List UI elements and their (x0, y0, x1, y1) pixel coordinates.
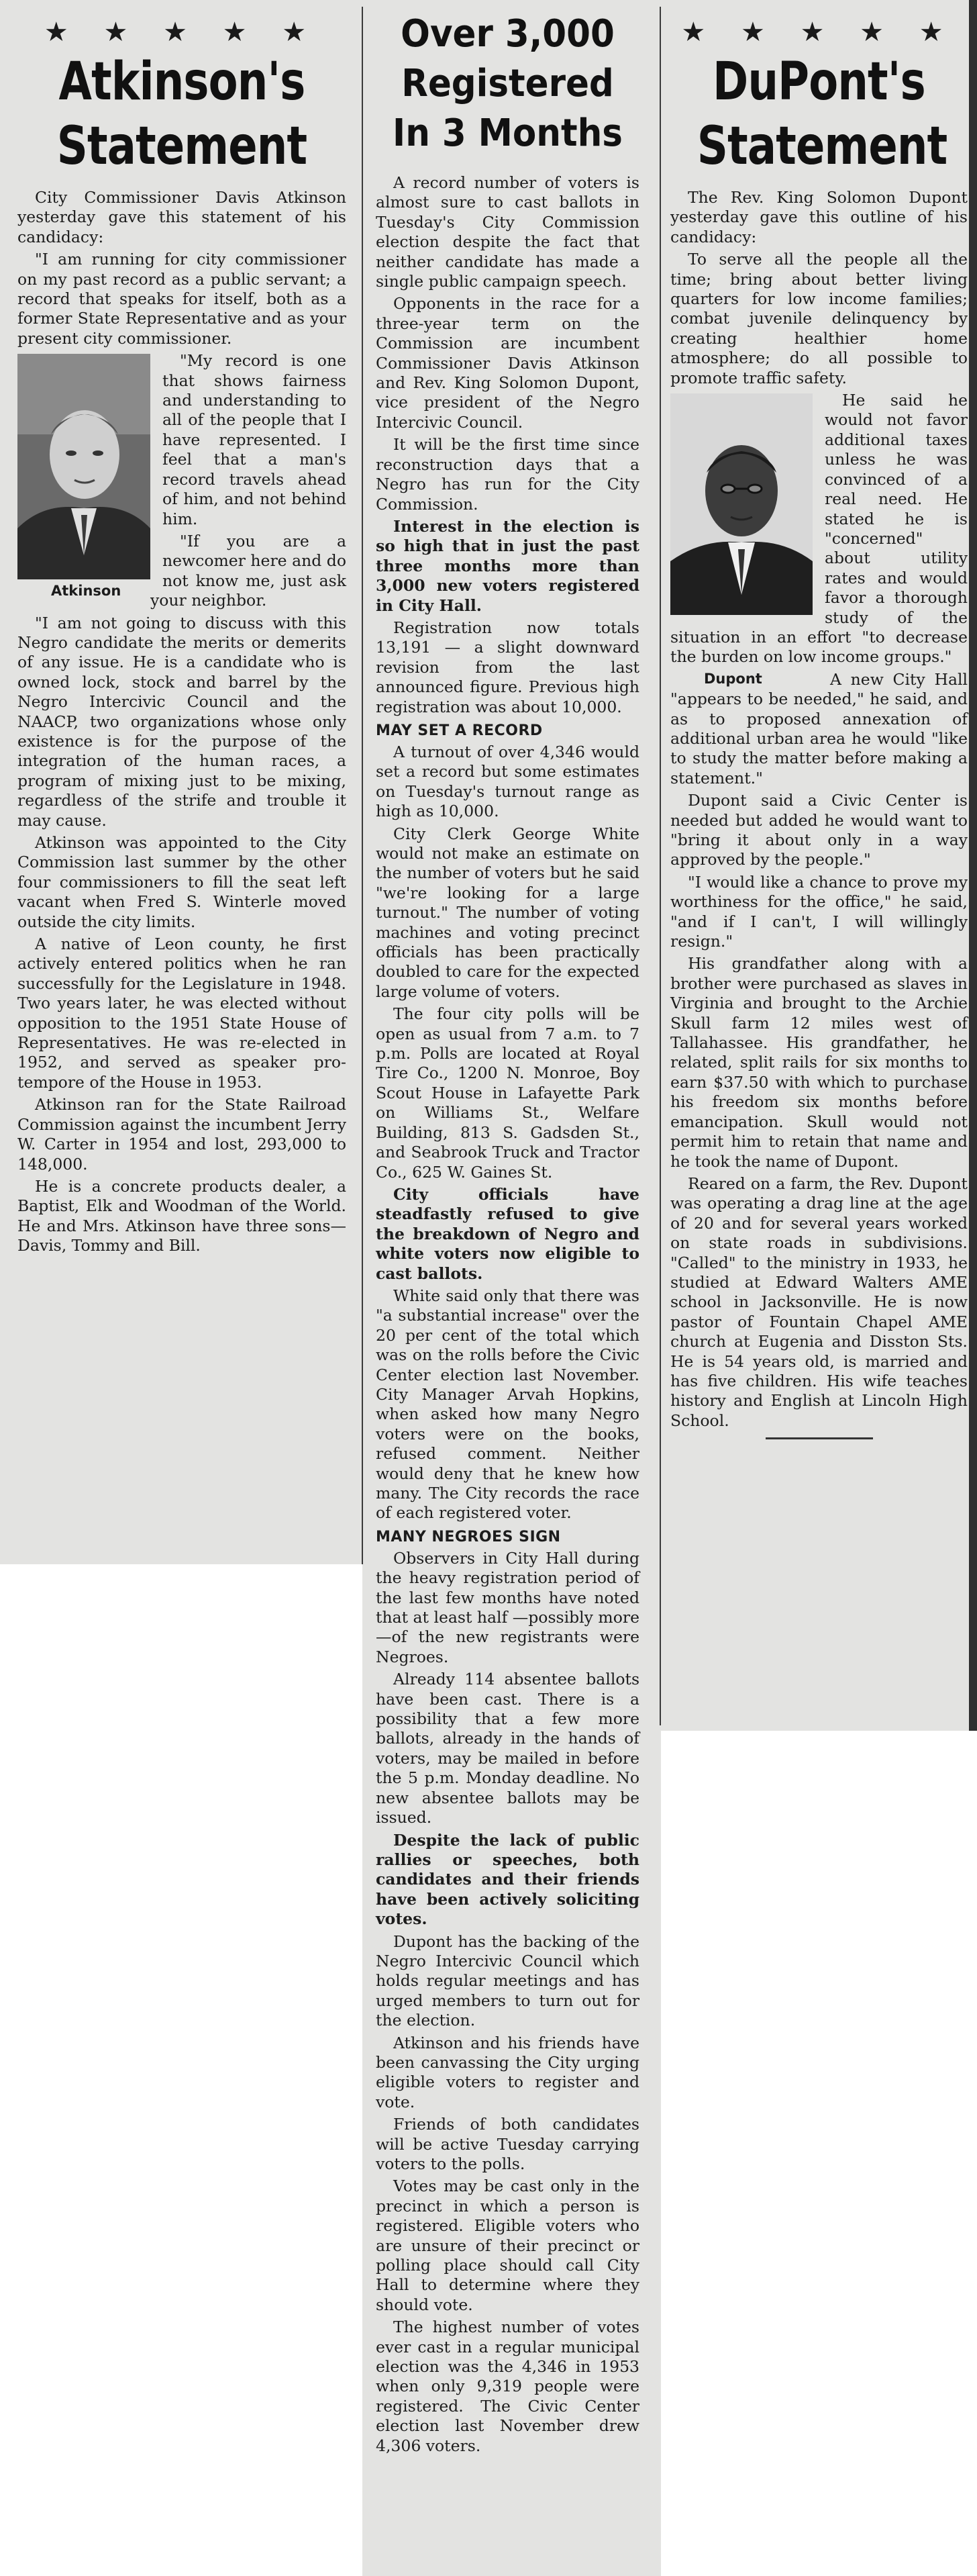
article-paragraph: "My record is one that shows fairness and understanding to all of the people that I have represented. I feel that a man's record travels ahead of him, and not behind him. (162, 351, 346, 528)
article-paragraph: Votes may be cast only in the precinct in which a person is registered. Eligible voters who are unsure of their precinct or polling place should call City Hall to determine where they should vote. (376, 2177, 639, 2314)
headline-line-2: Statement (56, 116, 307, 177)
registration-article (362, 0, 658, 2576)
bold-paragraph: City officials have steadfastly refused to give the breakdown of Negro and white voters now eligible to cast ballots. (376, 1184, 639, 1283)
subheading: MANY NEGROES SIGN (376, 1528, 561, 1545)
dupont-statement-article (661, 0, 974, 1731)
article-paragraph: Reared on a farm, the Rev. Dupont was operating a drag line at the age of 20 and for several years worked on state roads in subdivisions. "Called" to the ministry in 1933, he studied at Edward Walters AME school in Jacksonville. He is now pastor of Fountain Chapel AME church at Eugenia and Disston Sts. He is 54 years old, is married and has five children. His wife teaches history and English at Lincoln High School. (670, 1174, 968, 1430)
subheading: MAY SET A RECORD (376, 722, 543, 739)
headline-line-3: In 3 Months (393, 111, 623, 155)
article-paragraph: He said he would not favor additional taxes unless he was convinced of a real need. He stated he is "concerned" about utility rates and would favor a thorough study of the situation in an effort "to decrease the burden on low income groups." (670, 391, 968, 667)
article-paragraph: City Commissioner Davis Atkinson yesterday gave this statement of his candidacy: (17, 188, 346, 246)
headline-line-2: Statement (697, 116, 947, 177)
article-paragraph: "I would like a chance to prove my worthiness for the office," he said, "and if I can't, I will willingly resign." (670, 872, 968, 951)
article-paragraph: Registration now totals 13,191 — a slight downward revision from the last announced figure. Previous high registration was about 10,000. (376, 618, 639, 716)
article-paragraph: He is a concrete products dealer, a Baptist, Elk and Woodman of the World. He and Mrs. Atkinson have three sons—Davis, Tommy and Bill. (17, 1176, 346, 1255)
bold-paragraph: Interest in the election is so high that in just the past three months more than 3,000 new voters registered in City Hall. (376, 516, 639, 615)
article-paragraph: The Rev. King Solomon Dupont yesterday gave this outline of his candidacy: (670, 188, 968, 246)
headline-line-2: Registered (401, 62, 614, 105)
article-paragraph: "If you are a newcomer here and do not know me, just ask your neighbor. (150, 531, 346, 610)
portrait-image (670, 393, 813, 615)
headline-line-1: DuPont's (713, 52, 925, 112)
article-paragraph: It will be the first time since reconstruction days that a Negro has run for the City Commission. (376, 435, 639, 514)
stars-ornament: ★ ★ ★ ★ ★ (681, 17, 957, 48)
stars-ornament: ★ ★ ★ ★ ★ (44, 17, 320, 48)
article-paragraph: A turnout of over 4,346 would set a record but some estimates on Tuesday's turnout range as high as 10,000. (376, 742, 639, 821)
article-paragraph: To serve all the people all the time; bring about better living quarters for low income families; combat juvenile delinquency by creating healthier home atmosphere; do all possible to promote traffic safety. (670, 250, 968, 387)
article-paragraph: "I am not going to discuss with this Negro candidate the merits or demerits of any issue. He is a candidate who is owned lock, stock and barrel by the Negro Intercivic Council and the NAACP, two organizations whose only existence is for the purpose of the integration of the human races, a program of mixing just to be mixing, regardless of the strife and trouble it may cause. (17, 613, 346, 830)
article-paragraph: Atkinson and his friends have been canvassing the City urging eligible voters to register and vote. (376, 2033, 639, 2111)
article-paragraph: City Clerk George White would not make an estimate on the number of voters but he said "we're looking for a large turnout." The number of voting machines and voting precinct officials has been practically doubled to care for the expected large volume of voters. (376, 824, 639, 1001)
photo-caption: Atkinson (51, 583, 121, 600)
portrait-image (17, 354, 150, 579)
article-paragraph: Dupont has the backing of the Negro Intercivic Council which holds regular meetings and has urged members to turn out for the election. (376, 1931, 639, 2030)
article-paragraph: A native of Leon county, he first actively entered politics when he ran successfully for the Legislature in 1948. Two years later, he was elected without opposition to the 1951 State House of Representatives. He was re-elected in 1952, and served as speaker pro-tempore of the House in 1953. (17, 935, 346, 1092)
headline-line-1: Over 3,000 (401, 12, 615, 56)
article-paragraph: Already 114 absentee ballots have been cast. There is a possibility that a few more ballots, already in the hands of voters, may be mailed in before the 5 p.m. Monday deadline. No new absentee ballots may be issued. (376, 1670, 639, 1827)
photo-caption: Dupont (704, 670, 762, 687)
atkinson-statement-article (0, 0, 361, 1564)
article-paragraph: Atkinson ran for the State Railroad Commission against the incumbent Jerry W. Carter in 1954 and lost, 293,000 to 148,000. (17, 1095, 346, 1174)
article-paragraph: Observers in City Hall during the heavy registration period of the last few months have noted that at least half —possibly more—of the new registrants were Negroes. (376, 1548, 639, 1666)
article-paragraph: His grandfather along with a brother were purchased as slaves in Virginia and brought to the Archie Skull farm 12 miles west of Tallahassee. His grandfather, he related, split rails for six months to earn $37.50 with which to purchase his freedom six months before emancipation. Skull would not permit him to retain that name and he took the name of Dupont. (670, 954, 968, 1171)
dupont-portrait-photo (670, 393, 813, 615)
article-paragraph: Dupont said a Civic Center is needed but added he would want to "bring it about only in a way approved by the people." (670, 791, 968, 869)
atkinson-portrait-photo (17, 354, 150, 579)
article-end-rule (766, 1437, 873, 1439)
bold-paragraph: Despite the lack of public rallies or speeches, both candidates and their friends have been actively soliciting votes. (376, 1830, 639, 1929)
article-paragraph: The highest number of votes ever cast in a regular municipal election was the 4,346 in 1953 when only 9,319 people were registered. The Civic Center election last November drew 4,306 voters. (376, 2318, 639, 2455)
article-paragraph: "I am running for city commissioner on my past record as a public servant; a record that speaks for itself, both as a former State Representative and as your present city commissioner. (17, 250, 346, 348)
article-paragraph: White said only that there was "a substantial increase" over the 20 per cent of the total which was on the rolls before the Civic Center election last November. City Manager Arvah Hopkins, when asked how many Negro voters were on the books, refused comment. Neither would deny that he knew how many. The City records the race of each registered voter. (376, 1286, 639, 1523)
headline-line-1: Atkinson's (58, 52, 305, 112)
article-paragraph: The four city polls will be open as usual from 7 a.m. to 7 p.m. Polls are located at Royal Tire Co., 1200 N. Monroe, Boy Scout House in Lafayette Park on Williams St., Welfare Building, 813 S. Gadsden St., and Seabrook Truck and Tractor Co., 625 W. Gaines St. (376, 1004, 639, 1182)
article-paragraph: A record number of voters is almost sure to cast ballots in Tuesday's City Commission election despite the fact that neither candidate has made a single public campaign speech. (376, 173, 639, 291)
article-paragraph: Opponents in the race for a three-year term on the Commission are incumbent Commissioner Davis Atkinson and Rev. King Solomon Dupont, vice president of the Negro Intercivic Council. (376, 294, 639, 432)
article-paragraph: Friends of both candidates will be active Tuesday carrying voters to the polls. (376, 2115, 639, 2173)
article-paragraph: Atkinson was appointed to the City Commission last summer by the other four commissioners to fill the seat left vacant when Fred S. Winterle moved outside the city limits. (17, 833, 346, 931)
article-paragraph: A new City Hall "appears to be needed," he said, and as to proposed annexation of additional urban area he would "like to study the matter before making a statement." (670, 669, 968, 788)
